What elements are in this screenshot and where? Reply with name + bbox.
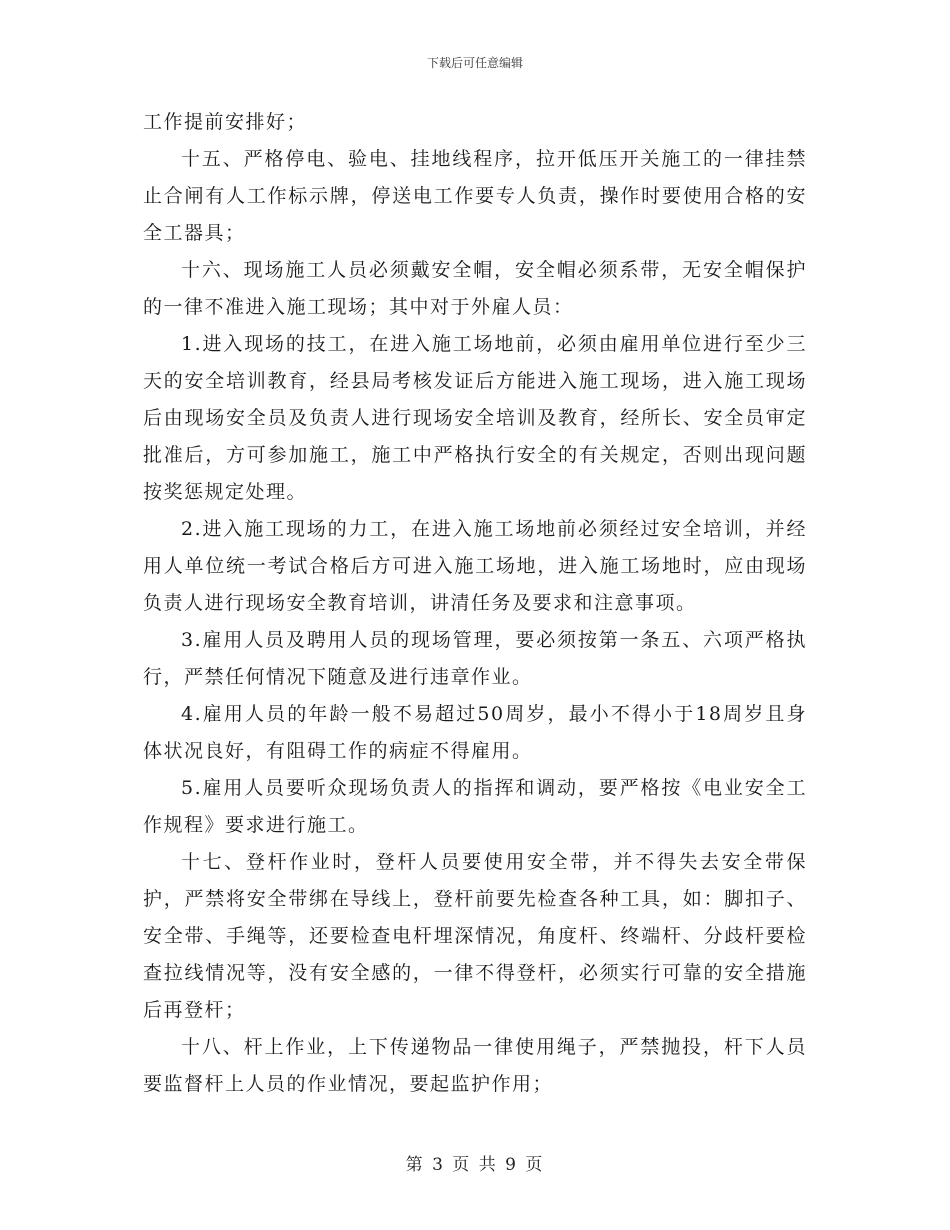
paragraph-continuation: 工作提前安排好； xyxy=(143,111,308,133)
page-number-footer: 第 3 页 共 9 页 xyxy=(405,1155,545,1175)
paragraph-item-16: 十六、现场施工人员必须戴安全帽，安全帽必须系带，无安全帽保护的一律不准进入施工现场；其中对于外雇人员： xyxy=(143,259,807,318)
paragraph-item-17: 十七、登杆作业时，登杆人员要使用安全带，并不得失去安全带保护，严禁将安全带绑在导线上，登杆前要先检查各种工具，如：脚扣子、安全带、手绳等，还要检查电杆埋深情况，角度杆、终端杆、分歧杆要检查拉线情况等，没有安全感的，一律不得登杆，必须实行可靠的安全措施后再登杆； xyxy=(143,851,807,1021)
paragraph-sub-item-5: 5.雇用人员要听众现场负责人的指挥和调动，要严格按《电业安全工作规程》要求进行施工。 xyxy=(143,777,807,836)
page-header: 下载后可任意编辑 xyxy=(426,56,523,70)
paragraph-item-18: 十八、杆上作业，上下传递物品一律使用绳子，严禁抛投，杆下人员要监督杆上人员的作业情况，要起监护作用； xyxy=(143,1036,807,1095)
paragraph-item-15: 十五、严格停电、验电、挂地线程序，拉开低压开关施工的一律挂禁止合闸有人工作标示牌，停送电工作要专人负责，操作时要使用合格的安全工器具； xyxy=(143,148,807,244)
paragraph-sub-item-2: 2.进入施工现场的力工，在进入施工场地前必须经过安全培训，并经用人单位统一考试合格后方可进入施工场地，进入施工场地时，应由现场负责人进行现场安全教育培训，讲清任务及要求和注意事项。 xyxy=(143,518,807,614)
paragraph-sub-item-1: 1.进入现场的技工，在进入施工场地前，必须由雇用单位进行至少三天的安全培训教育，经县局考核发证后方能进入施工现场，进入施工现场后由现场安全员及负责人进行现场安全培训及教育，经所长、安全员审定批准后，方可参加施工，施工中严格执行安全的有关规定，否则出现问题按奖惩规定处理。 xyxy=(143,333,807,503)
paragraph-sub-item-4: 4.雇用人员的年龄一般不易超过50周岁，最小不得小于18周岁且身体状况良好，有阻碍工作的病症不得雇用。 xyxy=(143,703,807,762)
document-body xyxy=(143,104,807,1103)
paragraph-sub-item-3: 3.雇用人员及聘用人员的现场管理，要必须按第一条五、六项严格执行，严禁任何情况下随意及进行违章作业。 xyxy=(143,629,807,688)
